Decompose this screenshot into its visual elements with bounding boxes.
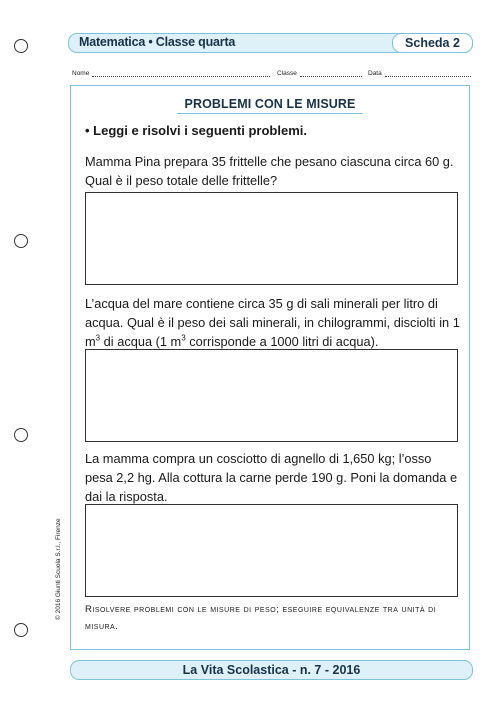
sheet-badge: Scheda 2 (392, 33, 473, 53)
class-field[interactable] (277, 69, 362, 77)
cubic-superscript-2: 3 (181, 333, 186, 343)
answer-box-3[interactable] (85, 504, 458, 597)
problem-2-text (85, 294, 461, 351)
class-line (300, 69, 362, 77)
problem-1-text: Mamma Pina prepara 35 frittelle che pesano ciascuna circa 60 g. Qual è il peso totale delle frittelle? (85, 154, 454, 188)
worksheet-title: PROBLEMI CON LE MISURE (184, 97, 356, 111)
date-field[interactable] (368, 69, 471, 77)
date-line (385, 69, 471, 77)
instruction: • Leggi e risolvi i seguenti problemi. (85, 123, 307, 138)
date-label: Data (368, 70, 382, 77)
binder-hole-2 (14, 234, 28, 248)
header-bar (68, 33, 473, 53)
problem-3-text: La mamma compra un cosciotto di agnello di 1,650 kg; l’osso pesa 2,2 hg. Alla cottura la carne perde 190 g. Poni la domanda e dai la risposta. (85, 451, 458, 504)
name-label: Nome (72, 70, 90, 77)
learning-goal: Risolvere problemi con le misure di peso; eseguire equivalenze tra unità di misura. (85, 604, 437, 632)
answer-box-1[interactable] (85, 192, 458, 285)
student-fields (72, 69, 472, 79)
problem-2-text-part-a: L’acqua del mare contiene circa 35 g di sali minerali per litro di acqua. Qual è il peso dei sali minerali, in chilogrammi, disciolti in 1 m (85, 296, 460, 349)
copyright-notice: © 2016 Giunti Scuola S.r.l., Firenze (55, 518, 62, 620)
answer-box-2[interactable] (85, 349, 458, 442)
binder-hole-4 (14, 623, 28, 637)
footer-bar: La Vita Scolastica - n. 7 - 2016 (70, 660, 473, 680)
name-field[interactable] (72, 69, 270, 77)
name-line (92, 69, 270, 77)
subject-label: Matematica • Classe quarta (79, 35, 236, 49)
title-underline (177, 113, 363, 114)
problem-2-text-part-c: corrisponde a 1000 litri di acqua). (185, 334, 379, 349)
cubic-superscript-1: 3 (95, 333, 101, 343)
class-label: Classe (277, 70, 297, 77)
problem-2-text-part-b: di acqua (1 m (100, 334, 182, 349)
binder-hole-1 (14, 39, 28, 53)
binder-hole-3 (14, 428, 28, 442)
